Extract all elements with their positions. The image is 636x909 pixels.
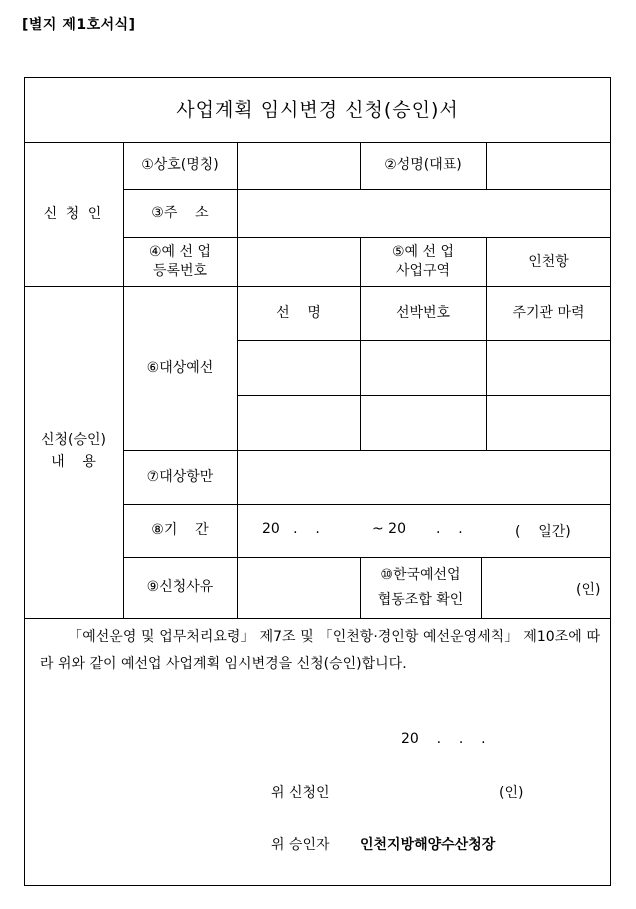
tug-column-ship-number: 선박번호 — [395, 304, 451, 321]
trade-name-label: ①상호(명칭) — [141, 157, 219, 173]
tug-column-ship-name: 선 명 — [276, 304, 321, 321]
registration-number-label-line-2: 등록번호 — [152, 262, 208, 279]
period-start-date[interactable]: 20 . . — [262, 521, 320, 537]
applicant-section-label: 신 청 인 — [43, 205, 104, 222]
business-area-label-line-2: 사업구역 — [395, 262, 451, 279]
representative-name-label: ②성명(대표) — [384, 157, 462, 173]
application-statement: 「예선운영 및 업무처리요령」 제7조 및 「인천항·경인항 예선운영세칙」 제10조에 따라 위와 같이 예선업 사업계획 임시변경을 신청(승인)합니다. — [40, 629, 600, 672]
rule-table-end — [24, 618, 611, 619]
rule-r9-right — [481, 557, 482, 618]
application-date[interactable]: 20 . . . — [401, 731, 486, 747]
request-content-label-line-1: 신청(승인) — [40, 432, 107, 449]
target-tug-label: ⑥대상예선 — [146, 359, 214, 376]
registration-number-label — [123, 237, 237, 286]
applicant-sign-label: 위 신청인 — [271, 785, 330, 801]
address-label: ③주 소 — [151, 204, 209, 221]
tug-row-1-engine-power[interactable] — [487, 341, 610, 395]
tug-row-2-ship-number[interactable] — [361, 396, 486, 450]
representative-name-field[interactable] — [487, 143, 610, 189]
period-label: ⑧기 간 — [151, 522, 209, 538]
business-area-value: 인천항 — [528, 253, 569, 270]
period-end-date[interactable]: . . — [436, 521, 463, 537]
trade-name-field[interactable] — [238, 143, 360, 189]
tug-row-2-ship-name[interactable] — [238, 396, 360, 450]
form-title: 사업계획 임시변경 신청(승인)서 — [176, 98, 459, 121]
target-port-field[interactable] — [238, 451, 610, 504]
request-content-section-label — [24, 286, 123, 618]
registration-number-field[interactable] — [238, 238, 360, 286]
approver-name: 인천지방해양수산청장 — [360, 837, 496, 853]
target-port-label: ⑦대상항만 — [146, 468, 214, 485]
request-content-label-line-2: 내 용 — [51, 454, 96, 470]
form-number-tag: [별지 제1호서식] — [22, 17, 136, 33]
association-label-line-2: 협동조합 확인 — [377, 591, 464, 608]
registration-number-label-line-1: ④예 선 업 — [148, 243, 212, 260]
association-confirmation-label — [360, 557, 481, 618]
request-reason-label: ⑨신청사유 — [146, 579, 214, 595]
period-days[interactable]: ( 일간) — [515, 524, 571, 540]
tug-row-1-ship-name[interactable] — [238, 341, 360, 395]
tug-row-2-engine-power[interactable] — [487, 396, 610, 450]
address-field[interactable] — [238, 190, 610, 237]
business-area-label-line-1: ⑤예 선 업 — [391, 243, 455, 260]
tug-row-1-ship-number[interactable] — [361, 341, 486, 395]
tug-column-engine-power: 주기관 마력 — [512, 304, 585, 321]
period-tilde: ~ 20 — [372, 521, 406, 537]
approver-label: 위 승인자 — [271, 837, 330, 853]
request-reason-field[interactable] — [238, 558, 360, 618]
association-label-line-1: ⑩한국예선업 — [380, 567, 461, 583]
applicant-seal-mark[interactable]: (인) — [499, 785, 524, 801]
business-area-label — [360, 237, 486, 286]
association-seal-mark[interactable]: (인) — [576, 582, 601, 598]
